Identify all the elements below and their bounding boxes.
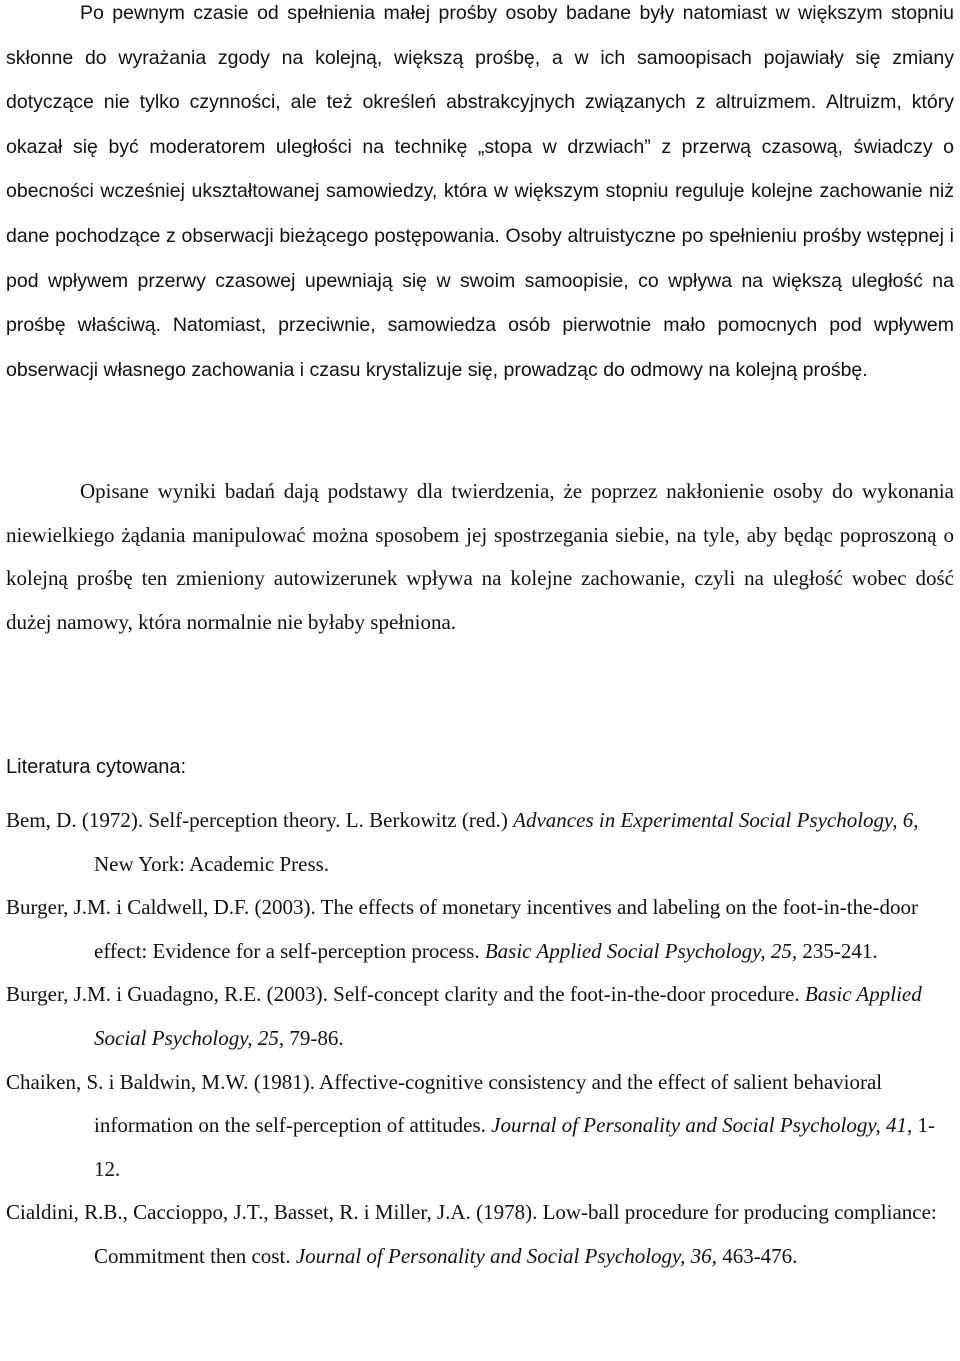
reference-pages: 235-241. [797,938,878,963]
reference-text: Chaiken, S. i Baldwin, M.W. (1981). Affective-cognitive consistency and the effect of salient behavioral information on the self-perception of attitudes. [6,1069,883,1138]
reference-pages: New York: Academic Press. [94,851,330,876]
reference-pages: 79-86. [284,1025,344,1050]
paragraph-segment: Po pewnym czasie od spełnienia małej prośby osoby badane były natomiast w większym stopniu skłonne do wyrażania zgody na kolejną, większą prośbę, a w ich samoopisach pojawiały się zmiany dotyczące nie tylko czynności, ale też określeń abstrakcyjnych związanych z altruizmem. [6,2,954,114]
reference-text: Burger, J.M. i Caldwell, D.F. (2003). The effects of monetary incentives and labeling on the foot-in-the-door effect: Evidence for a self-perception process. [6,895,918,963]
reference-item [6,973,956,1060]
reference-item [6,886,956,973]
reference-pages: 1-12. [94,1113,935,1181]
body-paragraph [6,0,954,392]
reference-source: Basic Applied Social Psychology, 25, [484,938,798,963]
reference-source: Journal of Personality and Social Psychology, 36, [295,1243,717,1268]
reference-source: Basic Applied Social Psychology, 25, [94,982,922,1050]
paragraph-segment: Osoby altruistyczne po spełnieniu prośby wstępnej i pod wpływem przerwy czasowej upewniają się w swoim samoopisie, co wpływa na większą uległość na prośbę właściwą. [6,224,955,337]
reference-list [6,799,956,1279]
reference-item [6,1191,956,1278]
reference-source: Journal of Personality and Social Psychology, 41, [491,1113,913,1138]
paragraph-segment: Altruizm, który okazał się być moderatorem uległości na technikę „stopa w drzwiach” z przerwą czasową, świadczy o obecności wcześniej ukształtowanej samowiedzy, która w większym stopniu reguluje kolejne zachowanie niż dane pochodzące z obserwacji bieżącego postępowania. [6,91,955,247]
reference-text: Burger, J.M. i Guadagno, R.E. (2003). Self-concept clarity and the foot-in-the-door procedure. [6,982,805,1007]
reference-text: Bem, D. (1972). Self-perception theory. L. Berkowitz (red.) [6,808,514,832]
reference-source: Advances in Experimental Social Psychology, 6, [513,808,919,832]
reference-text: Cialdini, R.B., Caccioppo, J.T., Basset, R. i Miller, J.A. (1978). Low-ball procedure for producing compliance: Commitment then cost. [6,1200,937,1268]
paragraph-segment: Natomiast, przeciwnie, samowiedza osób pierwotnie mało pomocnych pod wpływem obserwacji własnego zachowania i czasu krystalizuje się, prowadząc do odmowy na kolejną prośbę. [6,314,954,381]
body-paragraph: Opisane wyniki badań dają podstawy dla twierdzenia, że poprzez nakłonienie osoby do wykonania niewielkiego żądania manipulować można sposobem jej spostrzegania siebie, na tyle, aby będąc poproszoną o kolejną prośbę ten zmieniony autowizerunek wpływa na kolejne zachowanie, czyli na uległość wobec dość dużej namowy, która normalnie nie byłaby spełniona. [6,479,954,634]
references-heading: Literatura cytowana: [6,756,187,778]
reference-item [6,1061,956,1192]
reference-pages: 463-476. [716,1243,798,1268]
reference-item [6,799,956,886]
